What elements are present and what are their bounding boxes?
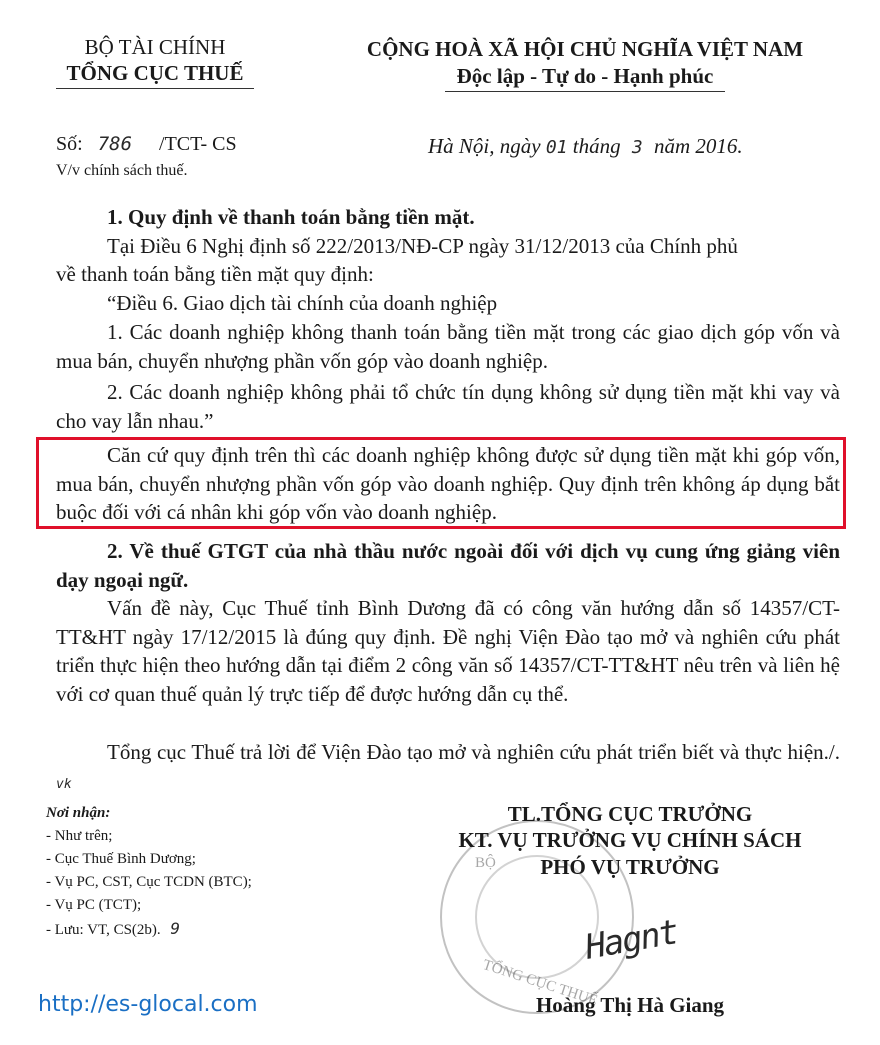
recipients-title: Nơi nhận:: [46, 805, 111, 821]
nation-title: CỘNG HOÀ XÃ HỘI CHỦ NGHĨA VIỆT NAM: [366, 37, 804, 61]
initials-mark: vk: [56, 776, 72, 792]
date-line: [428, 134, 743, 159]
quote-item-2: 2. Các doanh nghiệp không phải tổ chức tín dụng không sử dụng tiền mặt khi vay và cho vay lẫn nhau.”: [56, 380, 840, 433]
department-name: TỔNG CỤC THUẾ: [66, 61, 244, 85]
signer-name: Hoàng Thị Hà Giang: [535, 993, 725, 1017]
recipient-item: - Cục Thuế Bình Dương;: [46, 851, 196, 867]
section2-paragraph-1: Vấn đề này, Cục Thuế tỉnh Bình Dương đã có công văn hướng dẫn số 14357/CT-TT&HT ngày 17/12/2015 là đúng quy định. Đề nghị Viện Đào tạo mở và nghiên cứu phát triển thực hiện theo hướng dẫn tại điểm 2 công văn số 14357/CT-TT&HT nêu trên và liên hệ với cơ quan thuế quản lý trực tiếp để được hướng dẫn cụ thể.: [56, 596, 840, 706]
document-number: [56, 133, 237, 156]
recipient-item: [46, 917, 180, 942]
department-underline: [56, 88, 254, 89]
seal-bottom-text: TỔNG CỤC THUẾ: [480, 956, 600, 1010]
motto-underline: [445, 91, 725, 92]
so-number: 786: [97, 133, 133, 155]
date-month: 3: [631, 137, 643, 158]
date-day: 01: [545, 137, 568, 158]
quote-item-1: 1. Các doanh nghiệp không thanh toán bằng tiền mặt trong các giao dịch góp vốn và mua bán, chuyển nhượng phần vốn góp vào doanh nghiệp.: [56, 320, 840, 373]
highlight-text: Căn cứ quy định trên thì các doanh nghiệp không được sử dụng tiền mặt khi góp vốn, mua bán, chuyển nhượng phần vốn góp vào doanh nghiệp. Quy định trên không áp dụng bắt buộc đối với cá nhân khi góp vốn vào doanh nghiệp.: [56, 443, 840, 524]
recipient-item: - Vụ PC, CST, Cục TCDN (BTC);: [46, 874, 252, 890]
signature-line-1: TL.TỔNG CỤC TRƯỞNG: [507, 802, 753, 826]
nation-motto: Độc lập - Tự do - Hạnh phúc: [456, 64, 714, 88]
signature-line-2: KT. VỤ TRƯỞNG VỤ CHÍNH SÁCH: [458, 828, 802, 852]
date-year: năm 2016.: [653, 134, 743, 158]
signature-line-3: PHÓ VỤ TRƯỞNG: [540, 855, 720, 879]
ministry-name: BỘ TÀI CHÍNH: [84, 35, 226, 59]
recipient-item-text: - Lưu: VT, CS(2b).: [46, 922, 161, 938]
section1-heading: 1. Quy định về thanh toán bằng tiền mặt.: [107, 205, 475, 229]
recipient-item: - Vụ PC (TCT);: [46, 897, 142, 913]
recipient-item: - Như trên;: [46, 828, 113, 844]
date-month-label: tháng: [572, 134, 621, 158]
recipient-mark: 9: [170, 919, 181, 938]
seal-top-text: BỘ: [475, 855, 496, 871]
section1-intro-line1: Tại Điều 6 Nghị định số 222/2013/NĐ-CP ngày 31/12/2013 của Chính phủ: [107, 234, 738, 258]
date-prefix: Hà Nội, ngày: [428, 134, 541, 158]
section2-paragraph-2-text: Tổng cục Thuế trả lời để Viện Đào tạo mở và nghiên cứu phát triển biết và thực hiện./.: [107, 740, 840, 764]
so-suffix: /TCT- CS: [159, 133, 237, 155]
section1-intro-line2: về thanh toán bằng tiền mặt quy định:: [56, 262, 374, 286]
section2-paragraph-2: [56, 738, 840, 799]
quote-title: “Điều 6. Giao dịch tài chính của doanh nghiệp: [107, 291, 498, 315]
handwritten-signature: Hagnt: [582, 912, 681, 968]
watermark-link[interactable]: http://es-glocal.com: [38, 992, 258, 1017]
so-label: Số:: [56, 133, 83, 155]
subject-line: V/v chính sách thuế.: [56, 162, 188, 179]
section2-heading: 2. Về thuế GTGT của nhà thầu nước ngoài đối với dịch vụ cung ứng giảng viên dạy ngoại ngữ.: [56, 539, 840, 592]
